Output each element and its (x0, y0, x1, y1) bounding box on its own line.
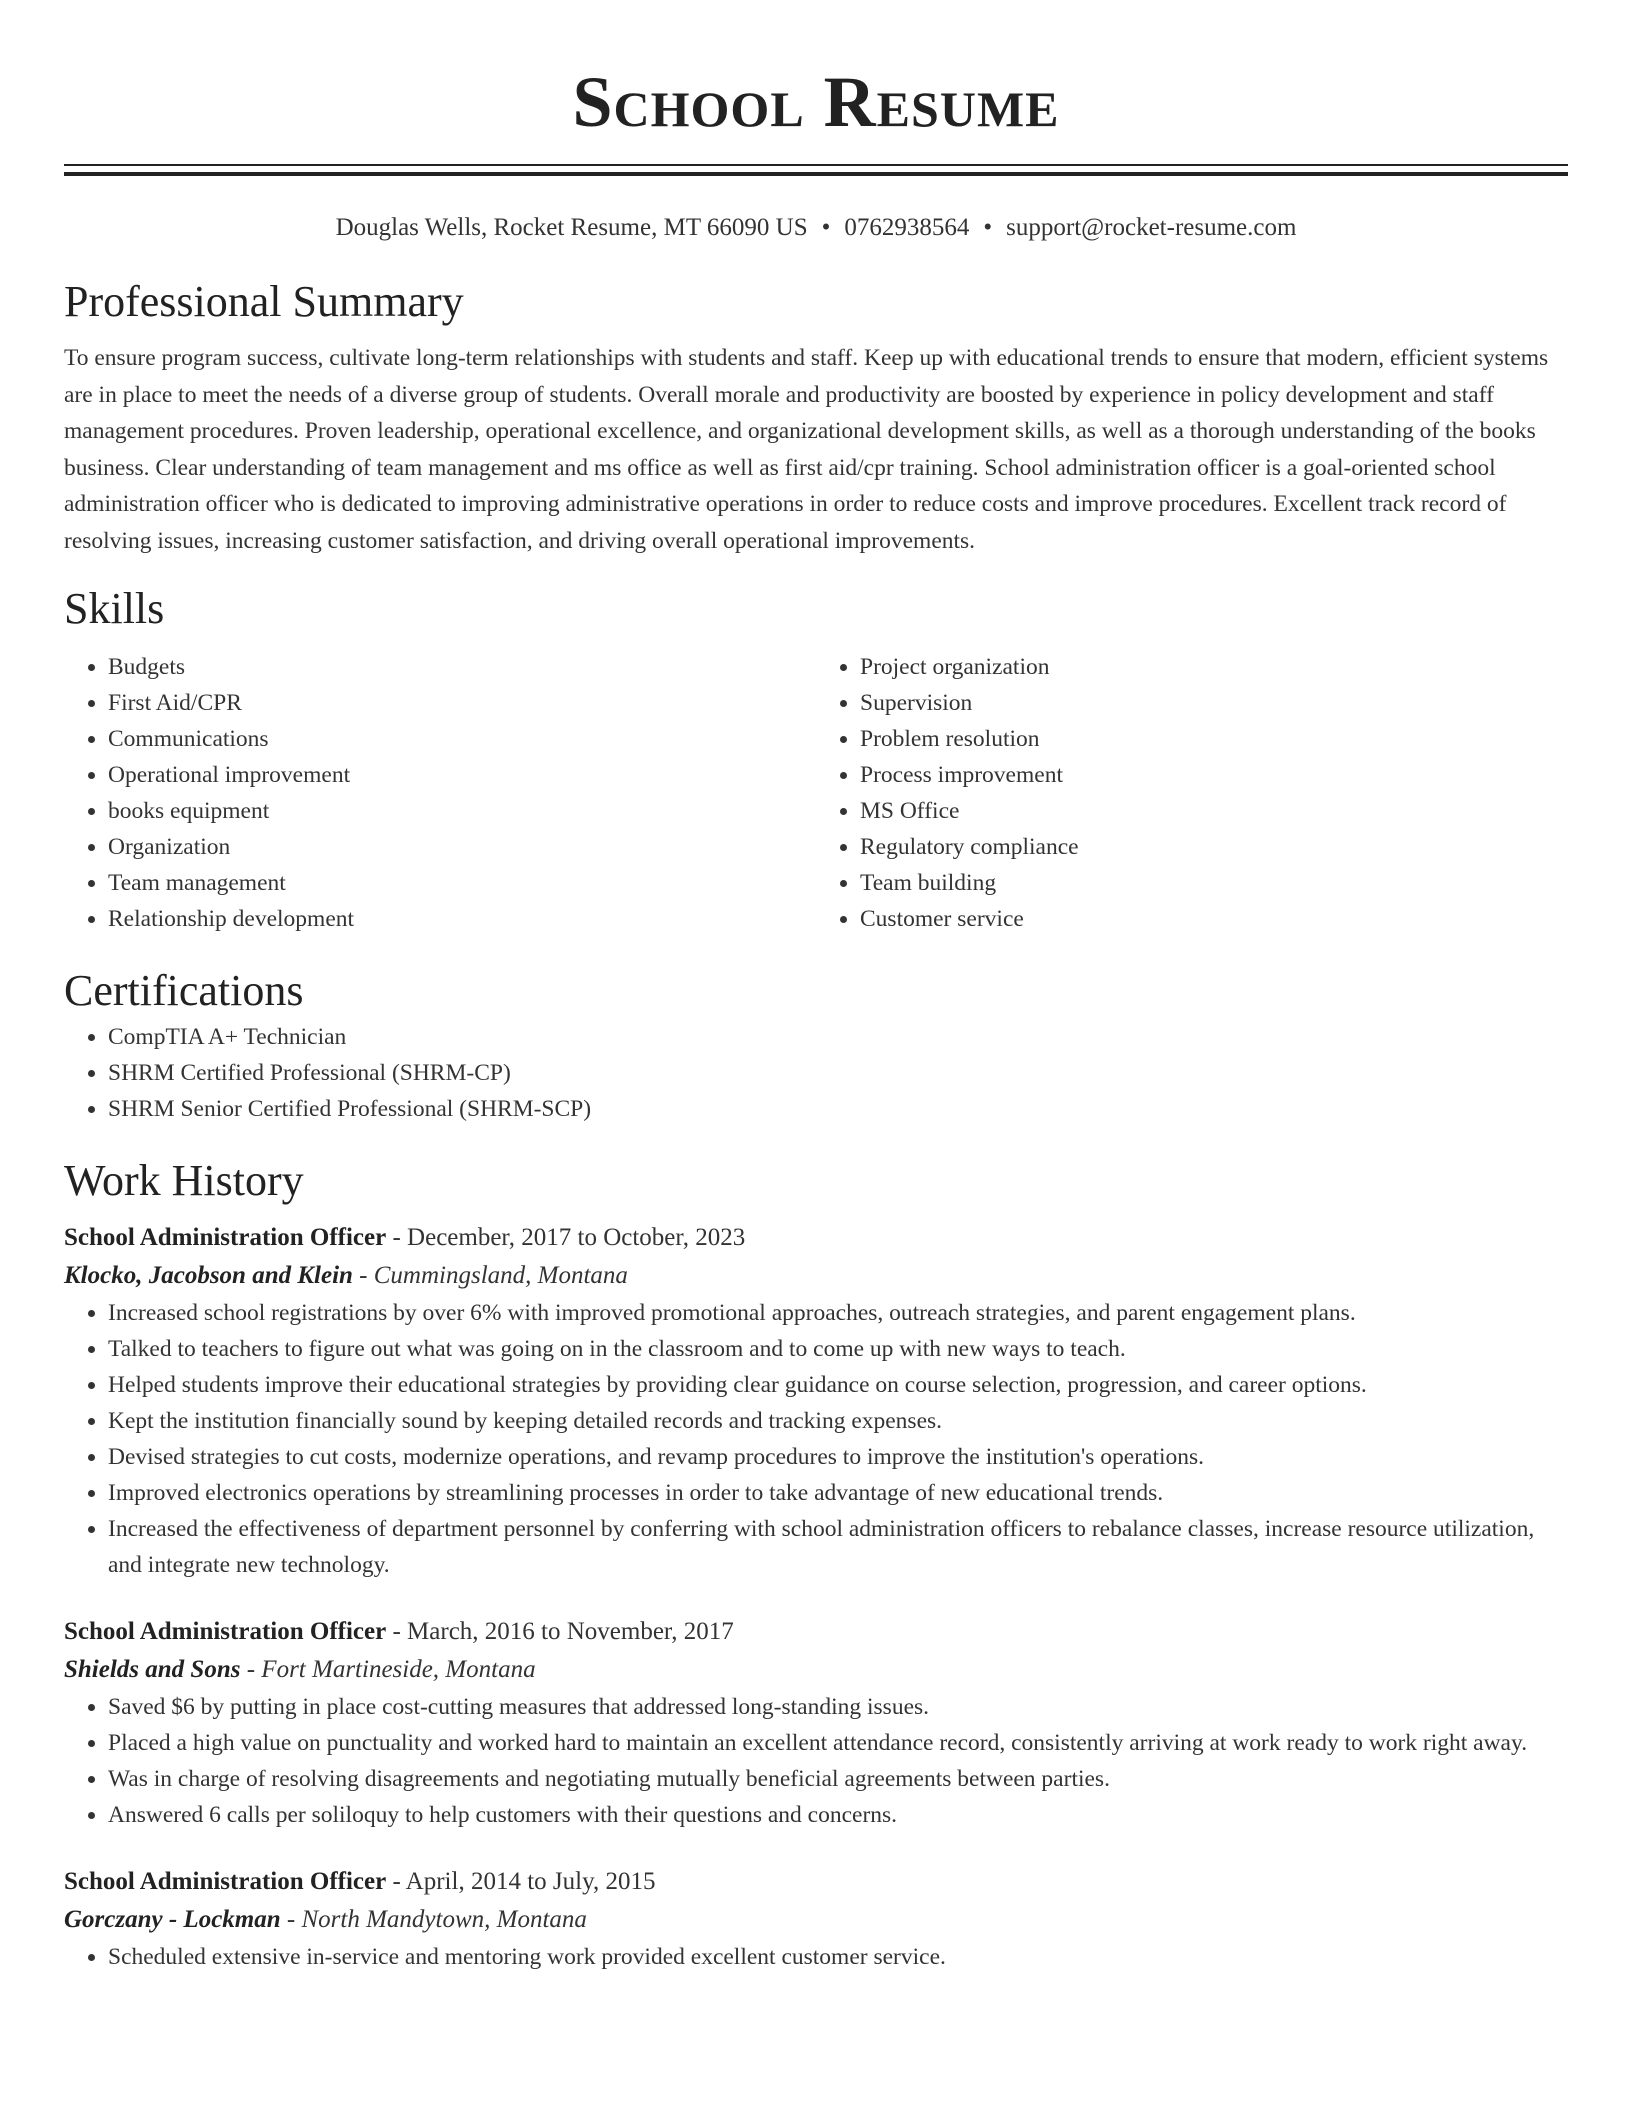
contact-line (64, 212, 1568, 244)
job-bullet: • Devised strategies to cut costs, modernize operations, and revamp procedures to improve the institution's operations. (108, 1439, 1568, 1475)
skill-item: • Organization (108, 829, 816, 865)
certification-item: • SHRM Certified Professional (SHRM-CP) (108, 1055, 1568, 1091)
job-dates: March, 2016 to November, 2017 (407, 1618, 734, 1645)
summary-heading: Professional Summary (64, 277, 464, 326)
job-company-line: Gorczany - Lockman - North Mandytown, Montana (64, 1906, 587, 1933)
skills-right-column (816, 649, 1568, 937)
summary-section (64, 274, 1568, 559)
work-history-heading: Work History (64, 1156, 304, 1205)
job-location: Fort Martineside, Montana (261, 1656, 536, 1683)
job-bullet: • Increased the effectiveness of department personnel by conferring with school administration officers to rebalance classes, increase resource utilization, and integrate new technology. (108, 1511, 1568, 1583)
contact-phone: 0762938564 (844, 214, 970, 241)
skills-grid (64, 649, 1568, 937)
job-company: Gorczany - Lockman (64, 1906, 281, 1933)
job-dates: December, 2017 to October, 2023 (407, 1224, 746, 1251)
job-entry (64, 1863, 1568, 1975)
skills-section (64, 581, 1568, 937)
resume-page (64, 0, 1568, 1975)
job-bullet: • Scheduled extensive in-service and mentoring work provided excellent customer service. (108, 1939, 1568, 1975)
job-title-line: School Administration Officer - April, 2014 to July, 2015 (64, 1868, 656, 1895)
skill-item: • Process improvement (860, 757, 1568, 793)
skill-item: • Supervision (860, 685, 1568, 721)
job-company: Shields and Sons (64, 1656, 241, 1683)
resume-title: School Resume (572, 62, 1060, 142)
job-bullet-list (64, 1295, 1568, 1583)
contact-separator: • (821, 214, 831, 241)
job-title: School Administration Officer (64, 1868, 387, 1895)
skill-item: • Project organization (860, 649, 1568, 685)
certifications-section (64, 963, 1568, 1127)
job-bullet: • Answered 6 calls per soliloquy to help customers with their questions and concerns. (108, 1797, 1568, 1833)
skills-left-column (64, 649, 816, 937)
skill-item: • Relationship development (108, 901, 816, 937)
skill-item: • Regulatory compliance (860, 829, 1568, 865)
job-title-line: School Administration Officer - March, 2016 to November, 2017 (64, 1618, 734, 1645)
contact-separator: • (983, 214, 993, 241)
certifications-heading: Certifications (64, 966, 304, 1015)
job-bullet: • Placed a high value on punctuality and worked hard to maintain an excellent attendance record, consistently arriving at work ready to work right away. (108, 1725, 1568, 1761)
job-bullet: • Talked to teachers to figure out what was going on in the classroom and to come up with new ways to teach. (108, 1331, 1568, 1367)
certifications-list (64, 1019, 1568, 1127)
job-list (64, 1219, 1568, 1975)
skills-heading: Skills (64, 584, 165, 633)
contact-address: Douglas Wells, Rocket Resume, MT 66090 US (335, 214, 808, 241)
job-bullet: • Improved electronics operations by streamlining processes in order to take advantage of new educational trends. (108, 1475, 1568, 1511)
skill-item: • Operational improvement (108, 757, 816, 793)
job-bullet: • Was in charge of resolving disagreements and negotiating mutually beneficial agreements between parties. (108, 1761, 1568, 1797)
job-dates: April, 2014 to July, 2015 (405, 1868, 656, 1895)
skill-item: • MS Office (860, 793, 1568, 829)
job-bullet-list (64, 1689, 1568, 1833)
certification-item: • CompTIA A+ Technician (108, 1019, 1568, 1055)
summary-text: To ensure program success, cultivate long-term relationships with students and staff. Keep up with educational trends to ensure that modern, efficient systems are in place to meet the needs of a diverse group of students. Overall morale and productivity are boosted by experience in policy development and staff management procedures. Proven leadership, operational excellence, and organizational development skills, as well as a thorough understanding of the books business. Clear understanding of team management and ms office as well as first aid/cpr training. School administration officer is a goal-oriented school administration officer who is dedicated to improving administrative operations in order to reduce costs and improve procedures. Excellent track record of resolving issues, increasing customer satisfaction, and driving overall operational improvements. (64, 345, 1549, 554)
certification-item: • SHRM Senior Certified Professional (SHRM-SCP) (108, 1091, 1568, 1127)
skill-item: • Communications (108, 721, 816, 757)
job-location: Cummingsland, Montana (373, 1262, 628, 1289)
contact-email: support@rocket-resume.com (1006, 214, 1297, 241)
job-bullet: • Increased school registrations by over 6% with improved promotional approaches, outreach strategies, and parent engagement plans. (108, 1295, 1568, 1331)
job-bullet: • Saved $6 by putting in place cost-cutting measures that addressed long-standing issues. (108, 1689, 1568, 1725)
job-entry (64, 1613, 1568, 1833)
skill-item: • Team management (108, 865, 816, 901)
job-title: School Administration Officer (64, 1224, 387, 1251)
skill-item: • Budgets (108, 649, 816, 685)
skill-item: • Problem resolution (860, 721, 1568, 757)
skill-item: • First Aid/CPR (108, 685, 816, 721)
job-company: Klocko, Jacobson and Klein (64, 1262, 353, 1289)
work-history-section (64, 1153, 1568, 1975)
job-entry (64, 1219, 1568, 1583)
job-bullet-list (64, 1939, 1568, 1975)
skill-item: • Customer service (860, 901, 1568, 937)
job-title: School Administration Officer (64, 1618, 387, 1645)
job-location: North Mandytown, Montana (301, 1906, 587, 1933)
title-divider-thin (64, 164, 1568, 166)
skill-item: • Team building (860, 865, 1568, 901)
title-divider-thick (64, 172, 1568, 176)
job-title-line: School Administration Officer - December, 2017 to October, 2023 (64, 1224, 746, 1251)
job-company-line: Klocko, Jacobson and Klein - Cummingsland, Montana (64, 1262, 628, 1289)
job-bullet: • Helped students improve their educational strategies by providing clear guidance on course selection, progression, and career options. (108, 1367, 1568, 1403)
job-company-line: Shields and Sons - Fort Martineside, Montana (64, 1656, 536, 1683)
job-bullet: • Kept the institution financially sound by keeping detailed records and tracking expenses. (108, 1403, 1568, 1439)
skill-item: • books equipment (108, 793, 816, 829)
